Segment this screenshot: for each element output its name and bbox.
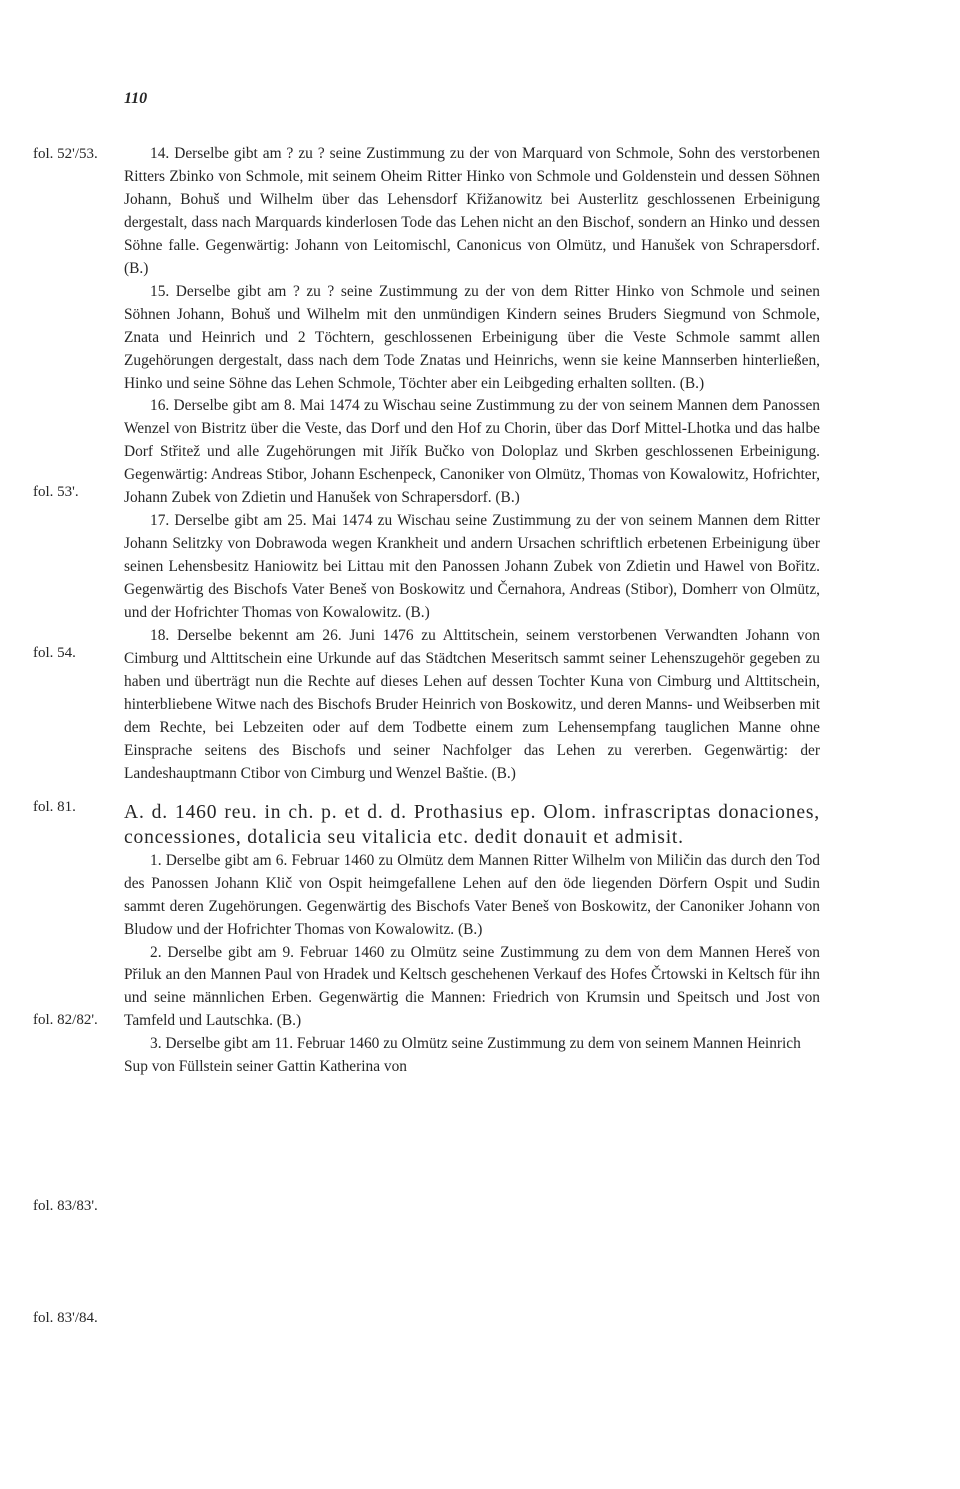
entry-15: 15. Derselbe gibt am ? zu ? seine Zustimmung zu der von dem Ritter Hinko von Schmole und seinen Söhnen Johann, Bohuš und Wilhelm mit den unmündigen Kindern seines Bruders Siegmund von Schmole, Znata und Heinrich und 2 Töchtern, geschlossenen Erbeinigung über die Veste Schmole sammt allen Zugehörungen dergestalt, dass nach dem Tode Znatas und Heinrichs, wenn sie keine Mannserben hinterließen, Hinko und seine Söhne das Lehen Schmole, Töchter aber ein Leibgeding erhalten sollten. (B.) <box>124 282 820 392</box>
page-number: 110 <box>124 90 148 107</box>
folio-note: fol. 52'/53. <box>33 146 98 162</box>
folio-note: fol. 83/83'. <box>33 1198 98 1214</box>
entry-14: 14. Derselbe gibt am ? zu ? seine Zustimmung zu der von Marquard von Schmole, Sohn des verstorbenen Ritters Zbinko von Schmole, mit seinem Oheim Ritter Hinko von Schmole und Goldenstein und dessen Söhnen Johann, Bohuš und Wilhelm über das Lehensdorf Křižanowitz bei Austerlitz geschlossenen Erbeinigung dergestalt, dass nach Marquards kinderlosen Tode das Lehen nicht an den Bischof, sondern an Hinko und dessen Söhne falle. Gegenwärtig: Johann von Leitomischl, Canonicus von Olmütz, und Hanušek von Schrapersdorf. (B.) <box>124 145 820 277</box>
folio-note: fol. 82/82'. <box>33 1012 98 1028</box>
entry-16: 16. Derselbe gibt am 8. Mai 1474 zu Wischau seine Zustimmung zu der von seinem Mannen dem Panossen Wenzel von Bistritz über die Veste, das Dorf und den Hof zu Chorin, über das Dorf Mittel-Lhotka und das halbe Dorf Střitež und alle Zugehörungen mit Jiřík Bučko von Doloplaz und Skrben geschlossenen Erbeinigung. Gegenwärtig: Andreas Stibor, Johann Eschenpeck, Canoniker von Olmütz, Thomas von Kowalowitz, Hofrichter, Johann Zubek von Zdietin und Hanušek von Schrapersdorf. (B.) <box>124 397 820 507</box>
section-entry-3: 3. Derselbe gibt am 11. Februar 1460 zu Olmütz seine Zustimmung zu dem von seinem Mannen Heinrich Sup von Füllstein seiner Gattin Katherina von <box>124 1035 801 1076</box>
entry-17: 17. Derselbe gibt am 25. Mai 1474 zu Wischau seine Zustimmung zu der von seinem Mannen dem Ritter Johann Selitzky von Dobrawoda wegen Krankheit und andern Ursachen schriftlich erbetenen Erbeinigung über seinen Lehensbesitz Haniowitz bei Littau mit den Panossen Johann Zubek von Zdietin und Hawel von Bořitz. Gegenwärtig des Bischofs Vater Beneš von Boskowitz und Černahora, Andreas (Stibor), Domherr von Olmütz, und der Hofrichter Thomas von Kowalowitz. (B.) <box>124 512 820 622</box>
folio-note: fol. 54. <box>33 645 76 661</box>
folio-note: fol. 81. <box>33 799 76 815</box>
section-heading: A. d. 1460 reu. in ch. p. et d. d. Prothasius ep. Olom. infrascriptas donaciones, concessiones, dotalicia seu vitalicia etc. dedit donauit et admisit. <box>124 801 820 848</box>
entry-18: 18. Derselbe bekennt am 26. Juni 1476 zu Alttitschein, seinem verstorbenen Verwandten Johann von Cimburg und Alttitschein eine Urkunde auf das Städtchen Meseritsch sammt seiner Lehenszugehör gegeben zu haben und überträgt nun die Rechte auf dieses Lehen auf dessen Tochter Kuna von Cimburg und Alttitschein, hinterbliebene Witwe nach des Bischofs Bruder Heinrich von Boskowitz, und deren Manns- und Weibserben mit dem Rechte, bei Lebzeiten oder auf dem Todbette einem zum Lehensempfang tauglichen Manne ohne Einsprache seitens des Bischofs und seiner Nachfolger das Lehen zu vererben. Gegenwärtig: der Landeshauptmann Ctibor von Cimburg und Wenzel Baštie. (B.) <box>124 627 820 782</box>
folio-note: fol. 83'/84. <box>33 1310 98 1326</box>
section-entry-2: 2. Derselbe gibt am 9. Februar 1460 zu Olmütz seine Zustimmung zu dem von dem Mannen Hereš von Přiluk an den Mannen Paul von Hradek und Keltsch geschehenen Verkauf des Hofes Črtowski in Keltsch für ihn und seine männlichen Erben. Gegenwärtig die Mannen: Friedrich von Krumsin und Speitsch und Jost von Tamfeld und Lautschka. (B.) <box>124 943 820 1030</box>
folio-note: fol. 53'. <box>33 484 79 500</box>
section-entry-1: 1. Derselbe gibt am 6. Februar 1460 zu Olmütz dem Mannen Ritter Wilhelm von Miličin das durch den Tod des Panossen Johann Klič von Ospit heimgefallene Lehen auf den öde liegenden Dörfern Ospit und Sudin sammt deren Zugehörungen. Gegenwärtig des Bischofs Vater Beneš von Boskowitz, der Canoniker Johann von Bludow und der Hofrichter Thomas von Kowalowitz. (B.) <box>124 851 820 938</box>
main-text <box>124 143 820 1079</box>
